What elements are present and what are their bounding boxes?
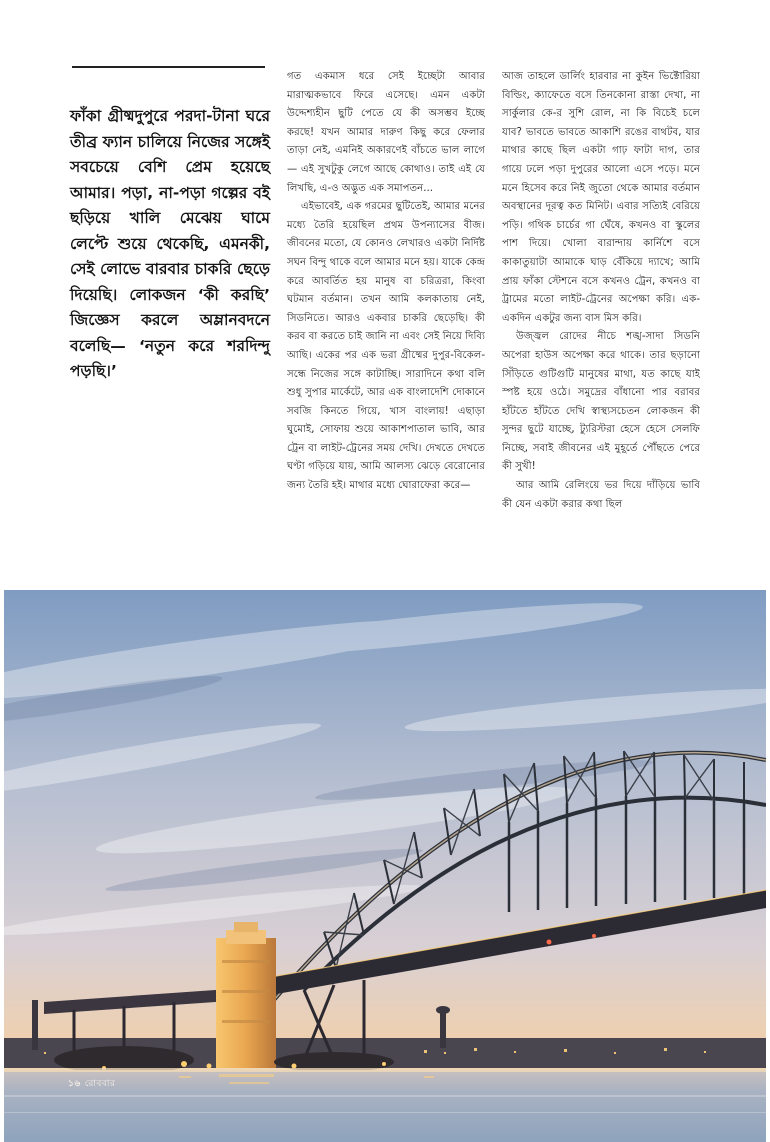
harbour-bridge-photo [4,590,766,1142]
paragraph: আর আমি রেলিংয়ে ভর দিয়ে দাঁড়িয়ে ভাবি কী যেন একটা করার কথা ছিল [502,480,700,510]
paragraph: এইভাবেই, এক গরমের ছুটিতেই, আমার মনের মধ্যে তৈরি হয়েছিল প্রথম উপন্যাসের বীজ। জীবনের মতো, যে কোনও লেখারও একটা নির্দিষ্ট সঘন বিন্দু থাকে বলে আমার মনে হয়। যাকে কেন্দ্র করে আবর্তিত হয় মানুষ বা চরিত্ররা, কিংবা ঘটমান বর্তমান। তখন আমি কলকাতায় নেই, সিডনিতে। আরও একবার চাকরি ছেড়েছি। কী করব বা করতে চাই জানি না এবং সেই নিয়ে দিব্যি আছি। একের পর এক ভরা গ্রীষ্মের দুপুর-বিকেল-সন্ধে নিজের সঙ্গে কাটাচ্ছি। সারাদিনে কথা বলি শুধু সুপার মার্কেটে, আর এক বাংলাদেশি দোকানে সবজি কিনতে গিয়ে, খাস বাংলায়! এছাড়া ঘুমোই, সোফায় শুয়ে আকাশপাতাল ভাবি, আর ট্রেন বা লাইট-ট্রেনের সময় দেখি। দেখতে দেখতে ঘণ্টা গড়িয়ে যায়, আমি আলস্য ঝেড়ে বেরোনোর জন্য তৈরি হই। মাথার মধ্যে ঘোরাফেরা করে— [287,201,485,492]
article-column-2 [502,68,700,548]
top-rule [72,66,265,68]
paragraph: আজ তাহলে ডার্লিং হারবার না কুইন ভিক্টোরিয়া বিল্ডিং, ক্যাফেতে বসে তিনকোনা রাস্তা দেখা, না সার্কুলার কে-র সুশি রোল, না কি বিচেই চলে যাব? ভাবতে ভাবতে আকাশি রঙের বাথটব, যার মাথার কাছে ছিল একটা গাঢ় ফাটা দাগ, তার গায়ে ঢলে পড়া দুপুরের আলো এসে পড়ে। মনে মনে হিসেব করে নিই জুতো থেকে আমার বর্তমান অবস্থানের দূরত্ব কত মিনিট। এবার সত্যিই বেরিয়ে পড়ি। গথিক চার্চের গা ঘেঁষে, কখনও বা স্কুলের পাশ দিয়ে। খোলা বারান্দায় কার্নিশে বসে কাকাতুয়াটা আমাকে ঘাড় বেঁকিয়ে দ্যাখে; আমি প্রায় ফাঁকা স্টেশনে বসে কখনও ট্রেন, কখনও বা ট্রামের মতো লাইট-ট্রেনের অপেক্ষা করি। এক-একদিন একটুর জন্য বাস মিস করি। [502,71,700,324]
magazine-section: রোববার [84,1079,116,1089]
paragraph: গত একমাস ধরে সেই ইচ্ছেটা আবার মারাত্মকভাবে ফিরে এসেছে। এমন একটা উদ্দেশ্যহীন ছুটি পেতে যে কী অসম্ভব ইচ্ছে করছে! যখন আমার দারুণ কিছু করে ফেলার তাড়া নেই, এমনিই অকারণেই বাঁচতে ভাল লাগে— এই সুখটুকু লেগে আছে কোথাও। তাই এই যে লিখছি, এ-ও অদ্ভুত এক সমাপতন... [287,71,485,194]
paragraph: উজ্জ্বল রোদের নীচে শঙ্খ-সাদা সিডনি অপেরা হাউস অপেক্ষা করে থাকে। তার ছড়ানো সিঁড়িতে গুটিগুটি মানুষের মাথা, যত কাছে যাই স্পষ্ট হয়ে ওঠে। সমুদ্রের বাঁধানো পার বরাবর হাঁটতে হাঁটতে দেখি স্বাস্থ্যসচেতন লোকজন কী সুন্দর ছুটে যাচ্ছে, ট্যুরিস্টরা হেসে হেসে সেলফি নিচ্ছে, সবাই জীবনের এই মুহূর্তে পৌঁছতে পেরে কী সুখী! [502,331,700,473]
article-column-1 [287,68,485,548]
pull-quote: ফাঁকা গ্রীষ্মদুপুরে পরদা-টানা ঘরে তীব্র ফ্যান চালিয়ে নিজের সঙ্গেই সবচেয়ে বেশি প্রেম হয়েছে আমার। পড়া, না-পড়া গল্পের বই ছড়িয়ে খালি মেঝেয় ঘামে লেপ্টে শুয়ে থেকেছি, এমনকী, সেই লোভে বারবার চাকরি ছেড়ে দিয়েছি। লোকজন ‘কী করছি’ জিজ্ঞেস করলে অম্লানবদনে বলেছি— ‘নতুন করে শরদিন্দু পড়ছি।’ [70,107,270,380]
page-folio [68,1076,116,1091]
page-number: ১৬ [68,1079,81,1089]
